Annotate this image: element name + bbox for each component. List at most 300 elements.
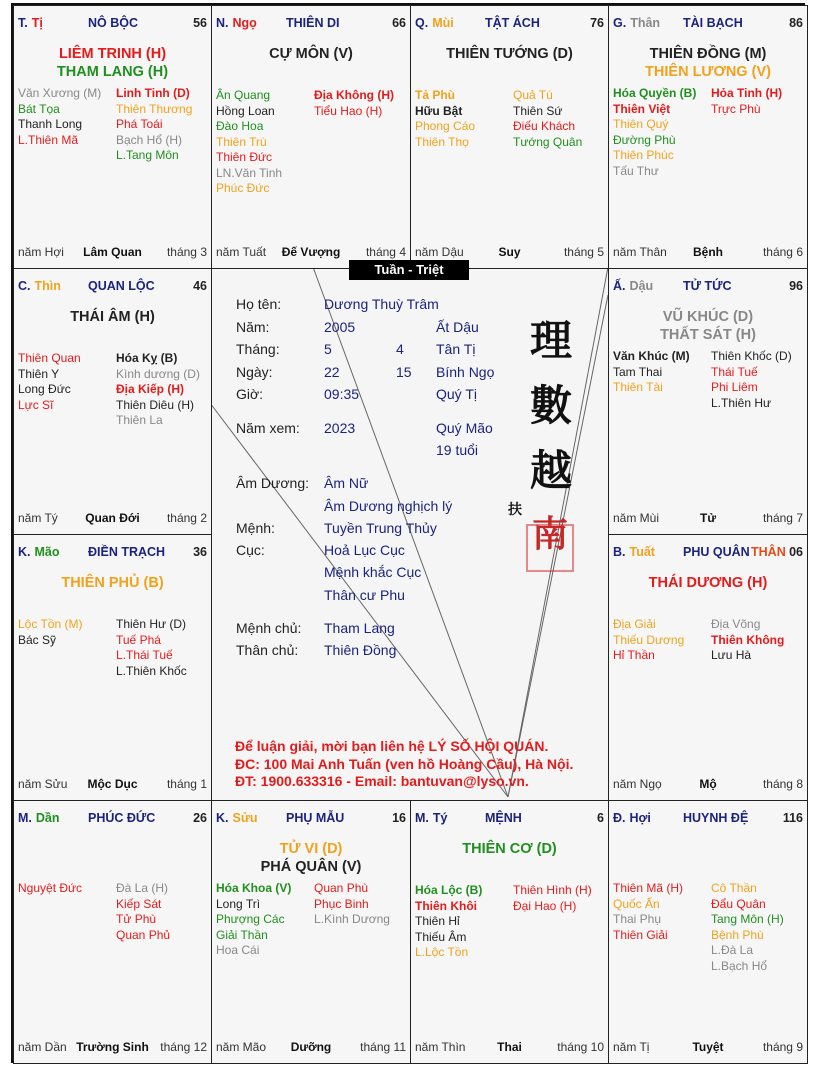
minor-stars-left [18, 617, 82, 648]
cell-header [18, 811, 207, 827]
life-stage: Suy [498, 245, 521, 259]
palace-name: PHỤ MẪU [286, 811, 345, 825]
minor-stars-right [513, 883, 592, 914]
minor-star: Đại Hao (H) [513, 898, 577, 913]
chi-label: Thìn [34, 279, 61, 293]
minor-star: Tang Môn (H) [711, 912, 784, 926]
palace-cell-ngo[interactable] [211, 5, 411, 269]
minor-stars-right [116, 351, 200, 429]
minor-star: Thiên Quý [613, 117, 669, 131]
minor-star: Địa Giải [613, 617, 656, 631]
year-label: năm Tý [18, 511, 58, 525]
menh-value: Tuyền Trung Thủy [324, 520, 437, 536]
minor-stars-right [711, 86, 782, 117]
palace-cell-than[interactable] [608, 5, 808, 269]
minor-star: Lực Sĩ [18, 397, 54, 412]
life-stage: Tuyệt [692, 1040, 724, 1054]
age-number: 6 [597, 811, 604, 825]
year-label: năm Thân [613, 245, 667, 259]
nam-can-chi: Ất Dậu [436, 319, 479, 335]
minor-star: Cô Thần [711, 881, 757, 895]
palace-cell-ty[interactable] [13, 5, 212, 269]
chi-label: Dần [35, 811, 60, 825]
minor-star: Thanh Long [18, 117, 83, 131]
minor-star: Hóa Khoa (V) [216, 881, 292, 895]
can-label: Đ. [613, 811, 626, 825]
main-star: TỬ VI (D) [279, 841, 343, 857]
minor-stars-right [116, 617, 187, 679]
minor-star: Đào Hoa [216, 119, 264, 133]
minor-star: Lưu Hà [711, 648, 752, 662]
life-stage: Trường Sinh [76, 1040, 149, 1054]
nam-label: Năm: [236, 319, 270, 335]
nam-xem-label: Năm xem: [236, 420, 300, 436]
year-label: năm Dần [18, 1040, 67, 1054]
main-star: THÁI ÂM (H) [70, 309, 155, 325]
minor-star: L.Thái Tuế [116, 648, 173, 662]
main-star: THAM LANG (H) [56, 64, 169, 80]
minor-star: Thiên Phúc [613, 148, 674, 162]
minor-star: Hóa Quyền (B) [613, 86, 697, 100]
ngay-can-chi: Bính Ngọ [436, 364, 495, 380]
minor-star: Điếu Khách [513, 119, 576, 133]
can-chi [216, 811, 258, 825]
palace-name: NÔ BỘC [88, 16, 138, 30]
minor-star: Địa Kiếp (H) [116, 382, 185, 396]
month-label: tháng 10 [557, 1040, 604, 1054]
minor-star: Thiếu Âm [415, 929, 467, 944]
cell-header [18, 279, 207, 295]
cell-footer [18, 777, 207, 793]
gio-value: 09:35 [324, 386, 360, 402]
minor-star: Quả Tú [513, 88, 553, 102]
cell-footer [613, 1040, 803, 1056]
minor-stars-left [18, 881, 82, 897]
minor-star: Đường Phù [613, 132, 676, 147]
minor-star: Thiên Việt [613, 101, 671, 116]
minor-stars-left [415, 883, 482, 961]
minor-star: Bạch Hổ (H) [116, 132, 183, 147]
main-star: CỰ MÔN (V) [269, 46, 353, 62]
than-chu-value: Thiên Đồng [324, 642, 397, 658]
chi-label: Thân [630, 16, 661, 30]
calligraphy-seal: 南 [532, 513, 569, 555]
can-chi [18, 279, 61, 293]
minor-star: L.Bạch Hổ [711, 958, 768, 973]
nam-xem-value: 2023 [324, 420, 356, 436]
minor-star: Long Đức [18, 382, 71, 396]
main-star: VŨ KHÚC (D) [662, 309, 754, 325]
cell-header [415, 16, 604, 32]
minor-star: Bệnh Phù [711, 927, 764, 942]
contact-line-2: ĐC: 100 Mai Anh Tuấn (ven hồ Hoàng Cầu), Hà Nội. [235, 755, 574, 772]
palace-cell-hoi[interactable] [608, 800, 808, 1064]
contact-line-1: Để luận giải, mời bạn liên hệ LÝ SỐ HỘI QUÁN. [235, 738, 549, 754]
month-label: tháng 2 [166, 511, 207, 525]
thang-am: 4 [396, 341, 404, 357]
ngay-am: 15 [396, 364, 412, 380]
cell-footer [613, 777, 803, 793]
palace-name: HUYNH ĐỆ [683, 811, 749, 825]
chi-label: Mão [34, 545, 60, 559]
main-star: LIÊM TRINH (H) [58, 46, 167, 62]
can-chi [613, 16, 660, 30]
than-marker: THÂN [751, 545, 786, 559]
main-star: THIÊN TƯỚNG (D) [446, 46, 573, 62]
cell-header [613, 16, 803, 32]
minor-star: Tử Phù [116, 912, 157, 926]
minor-stars-right [116, 881, 170, 943]
minor-star: L.Thiên Mã [18, 132, 79, 147]
minor-star: Phi Liêm [711, 380, 758, 394]
minor-star: Ân Quang [216, 88, 271, 102]
than-cu-value: Thân cư Phu [324, 587, 405, 603]
life-stage: Mộ [699, 777, 717, 791]
palace-name: ĐIỀN TRẠCH [88, 545, 166, 559]
minor-star: Trực Phù [711, 101, 761, 116]
calligraphy-char-2: 數 [530, 381, 573, 430]
minor-stars-left [415, 88, 475, 150]
age-number: 86 [789, 16, 803, 30]
main-star: THIÊN PHỦ (B) [61, 575, 164, 591]
minor-star: Thiên Hư (D) [116, 617, 187, 631]
age-number: 76 [590, 16, 604, 30]
than-chu-label: Thân chủ: [236, 642, 299, 658]
age-number: 96 [789, 279, 803, 293]
palace-cell-dan[interactable] [13, 800, 212, 1064]
minor-stars-left [613, 86, 696, 179]
can-label: Q. [415, 16, 429, 30]
minor-stars-right [314, 881, 390, 928]
minor-star: Phục Binh [314, 896, 369, 911]
calligraphy-char-1: 理 [530, 316, 573, 365]
red-seal-stamp [526, 524, 574, 572]
ngay-value: 22 [324, 364, 340, 380]
month-label: tháng 9 [762, 1040, 803, 1054]
palace-cell-ty2[interactable] [410, 800, 609, 1064]
ngay-label: Ngày: [236, 364, 273, 380]
month-label: tháng 7 [762, 511, 803, 525]
minor-star: Phúc Đức [216, 181, 270, 195]
minor-star: Quan Phù [314, 881, 369, 895]
age-number: 16 [392, 811, 406, 825]
cell-footer [415, 1040, 604, 1056]
minor-star: Địa Võng [711, 617, 761, 631]
cell-footer [415, 245, 604, 261]
ho-ten-label: Họ tên: [236, 296, 282, 312]
minor-star: Kiếp Sát [116, 896, 162, 911]
minor-stars-left [613, 881, 683, 943]
can-label: M. [415, 811, 429, 825]
can-chi [613, 811, 651, 825]
year-label: năm Mão [216, 1040, 267, 1054]
cell-footer [216, 245, 406, 261]
can-label: K. [216, 811, 229, 825]
palace-name: QUAN LỘC [88, 279, 155, 293]
age-number: 26 [193, 811, 207, 825]
can-label: C. [18, 279, 31, 293]
minor-stars-left [613, 349, 690, 396]
am-duong-value-2: Âm Dương nghịch lý [324, 498, 453, 514]
month-label: tháng 1 [166, 777, 207, 791]
minor-star: Hỉ Thần [613, 648, 655, 662]
minor-star: L.Thiên Hư [711, 395, 772, 410]
cell-footer [613, 245, 803, 261]
palace-name: TẬT ÁCH [485, 16, 540, 30]
cell-footer [18, 245, 207, 261]
minor-star: Quốc Ấn [613, 896, 660, 911]
minor-star: L.Tang Môn [116, 148, 179, 162]
cell-footer [18, 511, 207, 527]
can-label: N. [216, 16, 229, 30]
minor-star: Quan Phủ [116, 927, 171, 942]
minor-star: L.Đà La [711, 943, 754, 957]
chi-label: Tị [31, 16, 43, 30]
minor-star: Thái Tuế [711, 364, 758, 379]
thang-can-chi: Tân Tị [436, 341, 476, 357]
contact-info [235, 738, 573, 791]
minor-star: Thiên Hình (H) [513, 883, 592, 897]
minor-star: Thiên Diêu (H) [116, 397, 195, 412]
minor-star: Phá Toái [116, 117, 163, 131]
palace-name: PHÚC ĐỨC [88, 811, 156, 825]
tuoi-value: 19 tuổi [436, 442, 479, 458]
minor-star: Đẩu Quân [711, 896, 766, 911]
main-star: THIÊN LƯƠNG (V) [645, 64, 771, 80]
cuc-value: Hoả Lục Cục [324, 542, 405, 558]
year-label: năm Sửu [18, 777, 68, 791]
minor-star: Đà La (H) [116, 881, 169, 895]
palace-cell-suu[interactable] [211, 800, 411, 1064]
can-chi [613, 545, 655, 559]
minor-star: Tả Phù [415, 88, 456, 102]
main-star: PHÁ QUÂN (V) [260, 859, 362, 875]
minor-star: Hóa Lộc (B) [415, 883, 483, 897]
minor-star: Thiên Không [711, 632, 785, 647]
year-label: năm Dậu [415, 245, 464, 259]
month-label: tháng 6 [762, 245, 803, 259]
minor-star: Hỏa Tinh (H) [711, 86, 783, 100]
palace-name: MỆNH [485, 811, 522, 825]
cell-header [613, 811, 803, 827]
can-label: B. [613, 545, 626, 559]
nam-value: 2005 [324, 319, 356, 335]
minor-star: Thiên Tài [613, 380, 663, 394]
year-label: năm Tị [613, 1040, 650, 1054]
year-label: năm Ngọ [613, 777, 662, 791]
life-stage: Thai [497, 1040, 522, 1054]
can-chi [216, 16, 257, 30]
cell-header [18, 545, 207, 561]
calligraphy-side-text: 扶 [508, 502, 522, 518]
minor-stars-right [711, 349, 792, 411]
minor-star: L.Kình Dương [314, 912, 390, 926]
minor-star: Hữu Bật [415, 103, 463, 118]
minor-star: Thiên La [116, 413, 163, 427]
minor-star: Thai Phụ [613, 912, 662, 926]
horoscope-chart [11, 3, 805, 1063]
chi-label: Sửu [232, 811, 258, 825]
month-label: tháng 11 [360, 1040, 406, 1054]
minor-stars-left [613, 617, 684, 664]
life-stage: Lâm Quan [83, 245, 142, 259]
minor-star: Hóa Kỵ (B) [116, 351, 178, 365]
minor-star: Thiên Thọ [415, 134, 469, 149]
thang-value: 5 [324, 341, 332, 357]
minor-star: Phượng Các [216, 912, 285, 926]
cell-header [613, 545, 803, 561]
thang-label: Tháng: [236, 341, 280, 357]
main-star: THÁI DƯƠNG (H) [648, 575, 768, 591]
minor-star: Thiên Hỉ [415, 914, 460, 928]
age-number: 56 [193, 16, 207, 30]
cuc-label: Cục: [236, 542, 265, 558]
minor-stars-left [216, 881, 291, 959]
age-number: 46 [193, 279, 207, 293]
contact-line-3[interactable]: ĐT: 1900.633316 - Email: bantuvan@lyso.vn. [235, 773, 529, 789]
minor-star: Bát Tọa [18, 101, 60, 116]
minor-stars-left [18, 351, 81, 413]
minor-stars-left [216, 88, 282, 197]
minor-star: Văn Khúc (M) [613, 349, 690, 363]
minor-stars-right [116, 86, 192, 164]
month-label: tháng 3 [166, 245, 207, 259]
age-number: 36 [193, 545, 207, 559]
tuan-triet-banner: Tuần - Triệt [349, 260, 469, 280]
chi-label: Ngọ [232, 16, 257, 30]
month-label: tháng 4 [365, 245, 406, 259]
can-chi [18, 545, 60, 559]
minor-star: Hoa Cái [216, 943, 260, 957]
minor-star: LN.Văn Tinh [216, 165, 283, 180]
palace-cell-mao[interactable] [13, 534, 212, 801]
minor-star: Thiên Thương [116, 101, 193, 116]
minor-star: Thiên Giải [613, 927, 668, 942]
minor-star: Địa Không (H) [314, 88, 394, 102]
life-stage: Quan Đới [85, 511, 140, 525]
minor-star: Thiên Khốc (D) [711, 349, 792, 363]
chi-label: Tuất [629, 545, 655, 559]
minor-star: Thiếu Dương [613, 632, 685, 647]
minor-stars-right [314, 88, 394, 119]
palace-cell-tuat[interactable] [608, 534, 808, 801]
palace-cell-thin[interactable] [13, 268, 212, 535]
calligraphy-char-3: 越 [530, 446, 573, 495]
can-chi [18, 811, 60, 825]
menh-chu-value: Tham Lang [324, 620, 395, 636]
palace-name: TỬ TỨC [683, 279, 732, 293]
can-label: G. [613, 16, 627, 30]
life-stage: Đế Vượng [281, 245, 341, 259]
main-star: THIÊN CƠ (D) [462, 841, 557, 857]
can-chi [18, 16, 43, 30]
year-label: năm Tuất [216, 245, 267, 259]
can-label: Ấ. [613, 279, 626, 293]
chi-label: Tý [432, 811, 448, 825]
minor-star: Thiên Trù [216, 134, 267, 149]
cell-header [216, 811, 406, 827]
year-label: năm Mùi [613, 511, 660, 525]
month-label: tháng 8 [762, 777, 803, 791]
minor-star: Linh Tinh (D) [116, 86, 190, 100]
minor-star: L.Lộc Tồn [415, 945, 469, 959]
minor-star: Thiên Sứ [513, 103, 563, 118]
cell-footer [18, 1040, 207, 1056]
month-label: tháng 5 [563, 245, 604, 259]
minor-star: Hồng Loan [216, 103, 275, 118]
life-stage: Bệnh [693, 245, 723, 259]
can-label: K. [18, 545, 31, 559]
main-star: THIÊN ĐỒNG (M) [649, 46, 767, 62]
minor-star: Thiên Y [18, 366, 60, 381]
age-number: 66 [392, 16, 406, 30]
age-number: 116 [782, 811, 803, 825]
life-stage: Tử [699, 511, 717, 525]
month-label: tháng 12 [160, 1040, 207, 1054]
minor-star: Tiểu Hao (H) [314, 103, 383, 118]
minor-star: Tướng Quân [513, 134, 583, 149]
minor-stars-right [711, 617, 784, 664]
minor-star: Tuế Phá [116, 632, 161, 647]
palace-cell-mui[interactable] [410, 5, 609, 269]
minor-star: Bác Sỹ [18, 632, 57, 647]
palace-name: TÀI BẠCH [683, 16, 743, 30]
palace-name: PHU QUÂN [683, 545, 750, 559]
life-stage: Mộc Dục [87, 777, 138, 791]
minor-star: Long Trì [216, 896, 261, 911]
minor-star: Thiên Quan [18, 351, 81, 365]
minor-star: Tấu Thư [613, 163, 659, 178]
minor-star: Kình dương (D) [116, 366, 200, 381]
cell-footer [216, 1040, 406, 1056]
palace-cell-dau[interactable] [608, 268, 808, 535]
minor-star: Lộc Tồn (M) [18, 617, 83, 631]
cell-header [415, 811, 604, 827]
can-chi [613, 279, 653, 293]
minor-star: Giải Thần [216, 927, 268, 942]
minor-star: Tam Thai [613, 364, 663, 379]
cell-header [216, 16, 406, 32]
minor-star: Nguyệt Đức [18, 881, 83, 895]
chi-label: Dậu [629, 279, 654, 293]
menh-chu-label: Mệnh chủ: [236, 620, 302, 636]
am-duong-label: Âm Dương: [236, 475, 310, 491]
minor-stars-right [711, 881, 784, 974]
minor-stars-right [513, 88, 582, 150]
cell-footer [613, 511, 803, 527]
chi-label: Hợi [629, 811, 651, 825]
chi-label: Mùi [432, 16, 454, 30]
nam-xem-can-chi: Quý Mão [436, 420, 493, 436]
gio-can-chi: Quý Tị [436, 386, 477, 402]
menh-label: Mệnh: [236, 520, 275, 536]
minor-star: Thiên Đức [216, 150, 273, 164]
cell-header [613, 279, 803, 295]
year-label: năm Hợi [18, 245, 64, 259]
minor-star: L.Thiên Khốc [116, 663, 187, 678]
minor-star: Phong Cáo [415, 119, 476, 133]
gio-label: Giờ: [236, 386, 264, 402]
year-label: năm Thìn [415, 1040, 466, 1054]
life-stage: Dưỡng [290, 1040, 332, 1054]
minor-star: Văn Xương (M) [18, 86, 102, 100]
can-label: M. [18, 811, 32, 825]
can-label: T. [18, 16, 28, 30]
cell-header [18, 16, 207, 32]
am-duong-value: Âm Nữ [324, 475, 369, 491]
minor-star: Thiên Khôi [415, 898, 477, 913]
minor-star: Thiên Mã (H) [613, 881, 684, 895]
